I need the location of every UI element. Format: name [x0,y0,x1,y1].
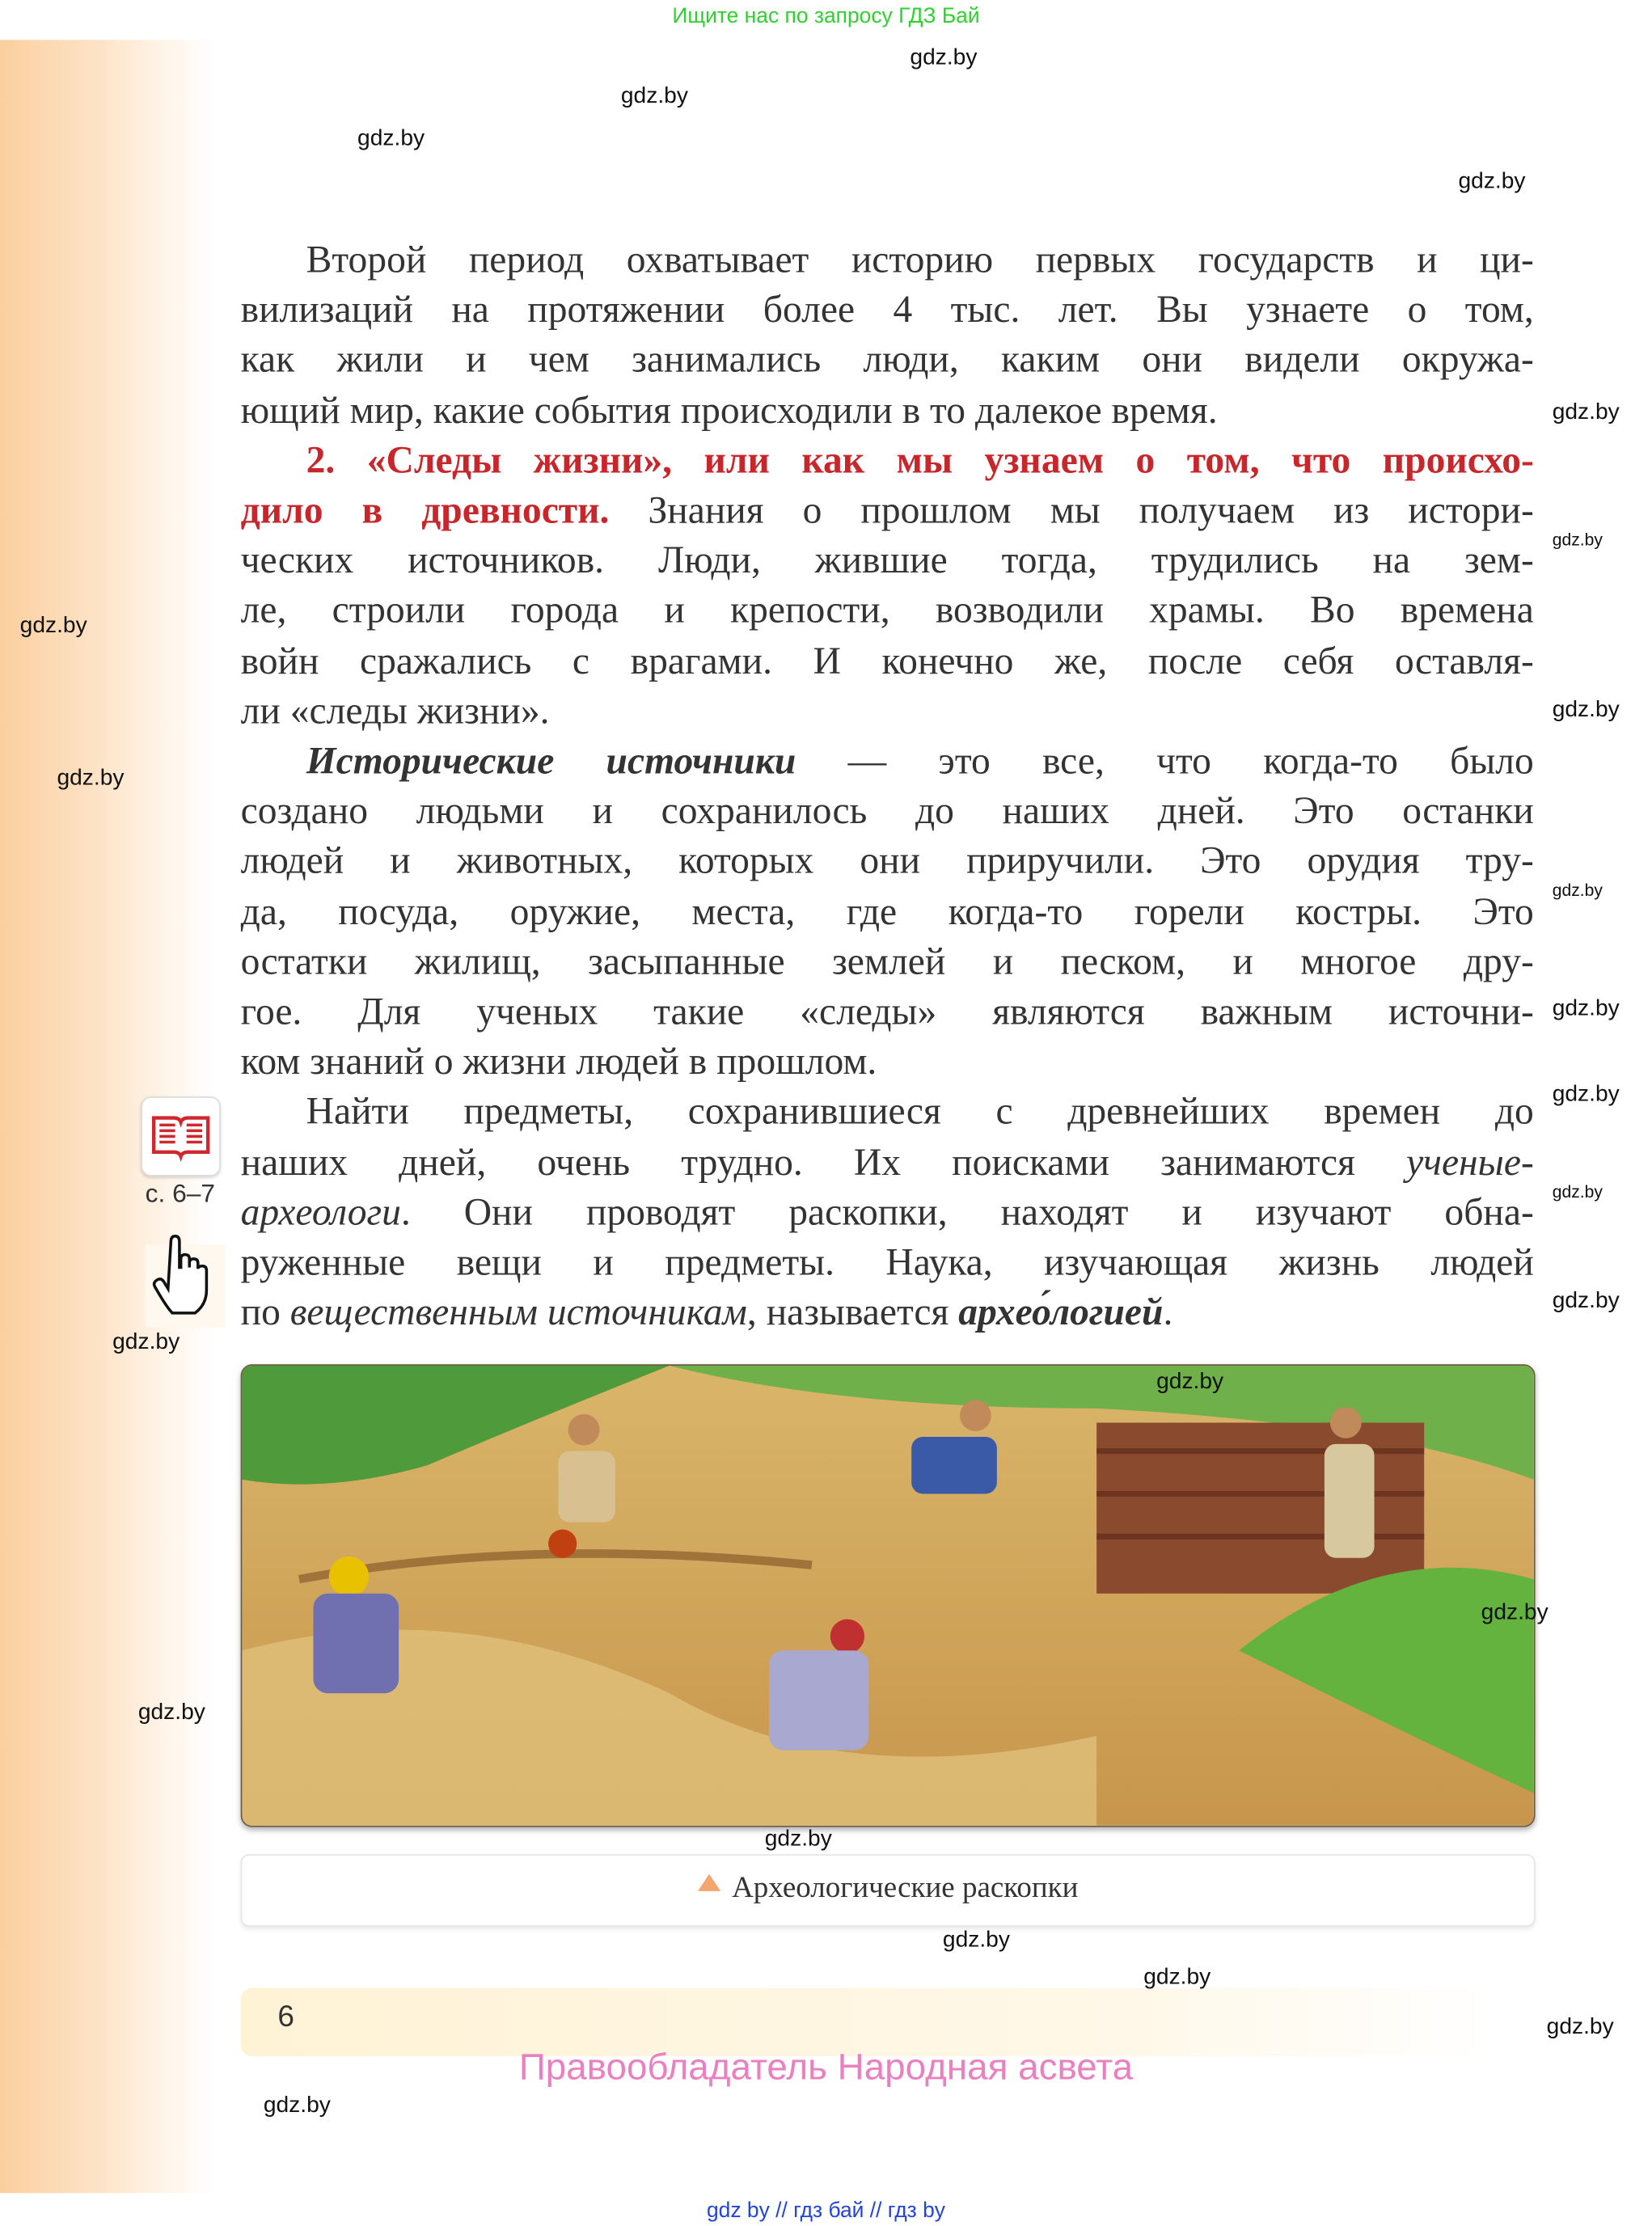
text-segment: создано людьми и сохранилось до наших дней. Это останки [240,789,1534,832]
text-line [241,1287,1534,1337]
emphasized-term: Исторические источники [306,739,796,782]
watermark: gdz.by [19,614,87,639]
emphasized-term: архео́логией [958,1290,1164,1333]
book-icon [142,1098,219,1175]
watermark: gdz.by [942,1928,1010,1953]
pointing-hand-icon[interactable] [142,1227,228,1327]
text-line [241,285,1534,336]
text-line [241,336,1534,386]
watermark: gdz.by [1458,169,1526,194]
text-segment: . Они проводят раскопки, находят и изучают обна- [400,1190,1534,1233]
text-line [241,1137,1534,1187]
watermark: gdz.by [1481,1600,1548,1625]
page-number: 6 [277,2000,295,2034]
watermark: gdz.by [1552,1082,1620,1107]
text-line [306,737,1534,787]
section-heading: 2. «Следы жизни», или как мы узнаем о том, что происхо- [306,438,1534,481]
watermark: gdz.by [1552,880,1603,901]
watermark: gdz.by [57,766,125,791]
watermark: gdz.by [910,45,978,70]
emphasized-term: вещественным источникам [289,1290,747,1333]
text-segment: . [1163,1290,1173,1333]
watermark: gdz.by [1552,1288,1620,1313]
figure-caption-box [241,1854,1536,1927]
book-reference-button[interactable] [141,1096,221,1176]
text-segment: остатки жилищ, засыпанные землей и песком, и многое дру- [240,940,1534,982]
text-line [241,1187,1534,1237]
page-reference[interactable]: с. 6–7 [145,1179,216,1208]
watermark: gdz.by [137,1700,205,1725]
watermark: gdz.by [1552,530,1603,550]
text-line [241,536,1534,586]
text-line [241,386,1534,436]
text-segment: войн сражались с врагами. И конечно же, после себя оставля- [240,639,1534,682]
copyright-notice: Правообладатель Народная асвета [518,2045,1134,2088]
text-line [306,436,1534,486]
text-segment: как жили и чем занимались люди, каким они видели окружа- [240,338,1534,381]
text-segment: наших дней, очень трудно. Их поисками занимаются [240,1140,1407,1183]
text-segment: Знания о прошлом мы получаем из истори- [609,488,1534,531]
text-line [241,837,1534,887]
text-segment: вилизаций на протяжении более 4 тыс. лет. Вы узнаете о том, [240,288,1534,331]
text-line [241,987,1534,1037]
text-segment: по [240,1290,290,1333]
text-line [306,1087,1534,1137]
top-banner[interactable]: Ищите нас по запросу ГДЗ Бай [672,4,980,29]
text-segment: ющий мир, какие события происходили в то далекое время. [240,388,1218,431]
watermark: gdz.by [263,2093,331,2118]
text-segment: ком знаний о жизни людей в прошлом. [240,1040,877,1083]
text-segment: гое. Для ученых такие «следы» являются важным источни- [240,990,1534,1033]
text-line [241,636,1534,686]
text-segment: ли «следы жизни». [240,689,550,732]
watermark: gdz.by [1546,2015,1614,2040]
text-line [241,887,1534,937]
text-segment: руженные вещи и предметы. Наука, изучающая жизнь людей [240,1240,1534,1283]
watermark: gdz.by [1156,1370,1224,1395]
section-heading: дило в древности. [240,488,610,531]
text-line [306,235,1534,285]
text-segment: ле, строили города и крепости, возводили храмы. Во времена [240,589,1534,631]
watermark: gdz.by [1552,996,1620,1021]
text-segment: Второй период охватывает историю первых государств и ци- [306,238,1534,281]
figure-caption: Археологические раскопки [732,1869,1079,1904]
emphasized-term: ученые- [1406,1140,1534,1183]
text-segment: ческих источников. Люди, жившие тогда, трудились на зем- [240,539,1534,581]
text-segment: людей и животных, которых они приручили. Это орудия тру- [240,839,1534,882]
watermark: gdz.by [357,126,425,151]
watermark: gdz.by [1143,1965,1211,1990]
bottom-links[interactable]: gdz by // гдз бай // гдз by [706,2199,946,2224]
watermark: gdz.by [764,1827,832,1852]
text-line [241,486,1534,536]
text-segment: — это все, что когда-то было [796,739,1534,782]
watermark: gdz.by [1552,1181,1603,1202]
text-line [241,686,1534,737]
watermark: gdz.by [1552,697,1620,722]
text-segment: , называется [746,1290,959,1333]
text-line [241,1037,1534,1087]
watermark: gdz.by [1552,399,1620,425]
watermark: gdz.by [620,83,688,108]
text-segment: Найти предметы, сохранившиеся с древнейших времен до [306,1090,1534,1133]
watermark: gdz.by [112,1329,180,1354]
text-segment: да, посуда, оружие, места, где когда-то горели костры. Это [240,889,1534,932]
archaeological-excavation-illustration [241,1364,1536,1827]
text-line [241,1237,1534,1287]
text-line [241,937,1534,987]
text-line [241,586,1534,636]
triangle-up-icon [698,1874,720,1891]
text-line [241,787,1534,837]
emphasized-term: археологи [240,1190,401,1233]
